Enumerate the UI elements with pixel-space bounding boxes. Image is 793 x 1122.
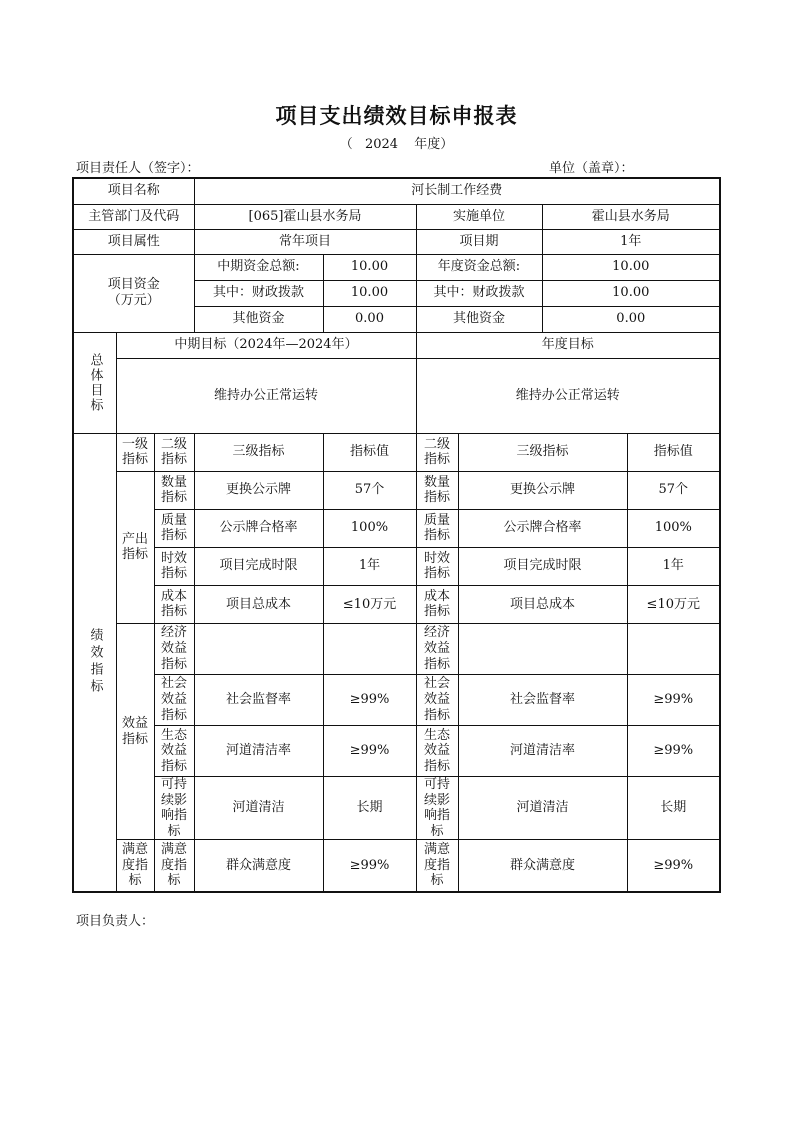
impl-unit-value: 霍山县水务局: [542, 204, 720, 229]
level3-annual-cell: 群众满意度: [458, 840, 627, 892]
year-total-label: 年度资金总额:: [416, 254, 542, 280]
value-annual-cell: 1年: [627, 547, 720, 585]
level3-cell: 群众满意度: [194, 840, 323, 892]
level2-cell: 生态效益指标: [154, 725, 194, 776]
satisfaction-indicator-label: 满意度指标: [116, 840, 154, 892]
value-cell: ≥99%: [323, 840, 416, 892]
year-line: [0, 133, 793, 152]
level3-cell: 项目完成时限: [194, 547, 323, 585]
header-level1: 一级指标: [116, 433, 154, 471]
header-value-annual: 指标值: [627, 433, 720, 471]
level3-cell: 公示牌合格率: [194, 509, 323, 547]
level3-annual-cell: 项目总成本: [458, 585, 627, 623]
year-other-label: 其他资金: [416, 306, 542, 332]
year-goal-header: 年度目标: [416, 332, 720, 358]
value-annual-cell: 57个: [627, 471, 720, 509]
value-annual-cell: 长期: [627, 776, 720, 839]
level2-annual-cell: 成本指标: [416, 585, 458, 623]
period-value: 1年: [542, 229, 720, 254]
value-annual-cell: [627, 623, 720, 674]
value-cell: ≥99%: [323, 674, 416, 725]
level2-annual-cell: 经济效益指标: [416, 623, 458, 674]
level2-cell: 满意度指标: [154, 840, 194, 892]
level2-annual-cell: 数量指标: [416, 471, 458, 509]
level3-annual-cell: 社会监督率: [458, 674, 627, 725]
benefit-indicator-label: 效益指标: [116, 623, 154, 840]
performance-form-table: [72, 177, 721, 893]
mid-total-label: 中期资金总额:: [194, 254, 323, 280]
level3-annual-cell: [458, 623, 627, 674]
mid-other-label: 其他资金: [194, 306, 323, 332]
level3-annual-cell: 河道清洁: [458, 776, 627, 839]
period-label: 项目期: [416, 229, 542, 254]
funds-label-line1: 项目资金: [107, 277, 160, 293]
overall-goal-label: 总体目标: [73, 332, 116, 433]
year-fiscal-value: 10.00: [542, 280, 720, 306]
level3-annual-cell: 更换公示牌: [458, 471, 627, 509]
value-cell: 57个: [323, 471, 416, 509]
unit-label: 单位（盖章）：: [549, 161, 634, 176]
value-annual-cell: 100%: [627, 509, 720, 547]
value-annual-cell: ≥99%: [627, 725, 720, 776]
mid-other-value: 0.00: [323, 306, 416, 332]
level2-annual-cell: 质量指标: [416, 509, 458, 547]
mid-goal-header: 中期目标（2024年—2024年）: [116, 332, 416, 358]
value-annual-cell: ≥99%: [627, 840, 720, 892]
header-level3-annual: 三级指标: [458, 433, 627, 471]
level2-annual-cell: 可持续影响指标: [416, 776, 458, 839]
mid-total-value: 10.00: [323, 254, 416, 280]
level2-cell: 社会效益指标: [154, 674, 194, 725]
header-level2-annual: 二级指标: [416, 433, 458, 471]
level3-annual-cell: 河道清洁率: [458, 725, 627, 776]
level2-cell: 时效指标: [154, 547, 194, 585]
mid-fiscal-value: 10.00: [323, 280, 416, 306]
value-cell: 1年: [323, 547, 416, 585]
mid-goal-text: 维持办公正常运转: [116, 358, 416, 433]
level3-cell: 河道清洁率: [194, 725, 323, 776]
header-level3: 三级指标: [194, 433, 323, 471]
attr-value: 常年项目: [194, 229, 416, 254]
level2-annual-cell: 生态效益指标: [416, 725, 458, 776]
funds-label: [73, 254, 194, 332]
project-leader-label: 项目负责人：: [76, 914, 155, 929]
year-suffix: 年度）: [414, 137, 454, 152]
level2-annual-cell: 满意度指标: [416, 840, 458, 892]
attr-label: 项目属性: [73, 229, 194, 254]
level2-cell: 质量指标: [154, 509, 194, 547]
year-other-value: 0.00: [542, 306, 720, 332]
level2-annual-cell: 时效指标: [416, 547, 458, 585]
year-open: （: [339, 137, 353, 152]
mid-fiscal-label: 其中：财政拨款: [194, 280, 323, 306]
value-cell: 长期: [323, 776, 416, 839]
level2-cell: 成本指标: [154, 585, 194, 623]
funds-label-line2: （万元）: [107, 293, 160, 309]
page-title: 项目支出绩效目标申报表: [275, 104, 518, 128]
year-value: 2024: [364, 137, 399, 152]
level3-cell: 更换公示牌: [194, 471, 323, 509]
dept-value: [065]霍山县水务局: [194, 204, 416, 229]
signer-label: 项目责任人（签字）：: [76, 161, 200, 176]
level2-cell: 经济效益指标: [154, 623, 194, 674]
level2-cell: 数量指标: [154, 471, 194, 509]
project-name-value: 河长制工作经费: [194, 178, 720, 204]
header-value: 指标值: [323, 433, 416, 471]
header-level2: 二级指标: [154, 433, 194, 471]
level3-annual-cell: 项目完成时限: [458, 547, 627, 585]
impl-unit-label: 实施单位: [416, 204, 542, 229]
level3-annual-cell: 公示牌合格率: [458, 509, 627, 547]
level2-cell: 可持续影响指标: [154, 776, 194, 839]
value-cell: ≥99%: [323, 725, 416, 776]
level2-annual-cell: 社会效益指标: [416, 674, 458, 725]
performance-label: 绩效指标: [73, 433, 116, 892]
output-indicator-label: 产出指标: [116, 471, 154, 623]
level3-cell: 项目总成本: [194, 585, 323, 623]
value-cell: ≤10万元: [323, 585, 416, 623]
year-goal-text: 维持办公正常运转: [416, 358, 720, 433]
value-cell: [323, 623, 416, 674]
year-fiscal-label: 其中：财政拨款: [416, 280, 542, 306]
level3-cell: [194, 623, 323, 674]
year-total-value: 10.00: [542, 254, 720, 280]
value-annual-cell: ≥99%: [627, 674, 720, 725]
value-annual-cell: ≤10万元: [627, 585, 720, 623]
dept-label: 主管部门及代码: [73, 204, 194, 229]
value-cell: 100%: [323, 509, 416, 547]
project-name-label: 项目名称: [73, 178, 194, 204]
level3-cell: 社会监督率: [194, 674, 323, 725]
level3-cell: 河道清洁: [194, 776, 323, 839]
